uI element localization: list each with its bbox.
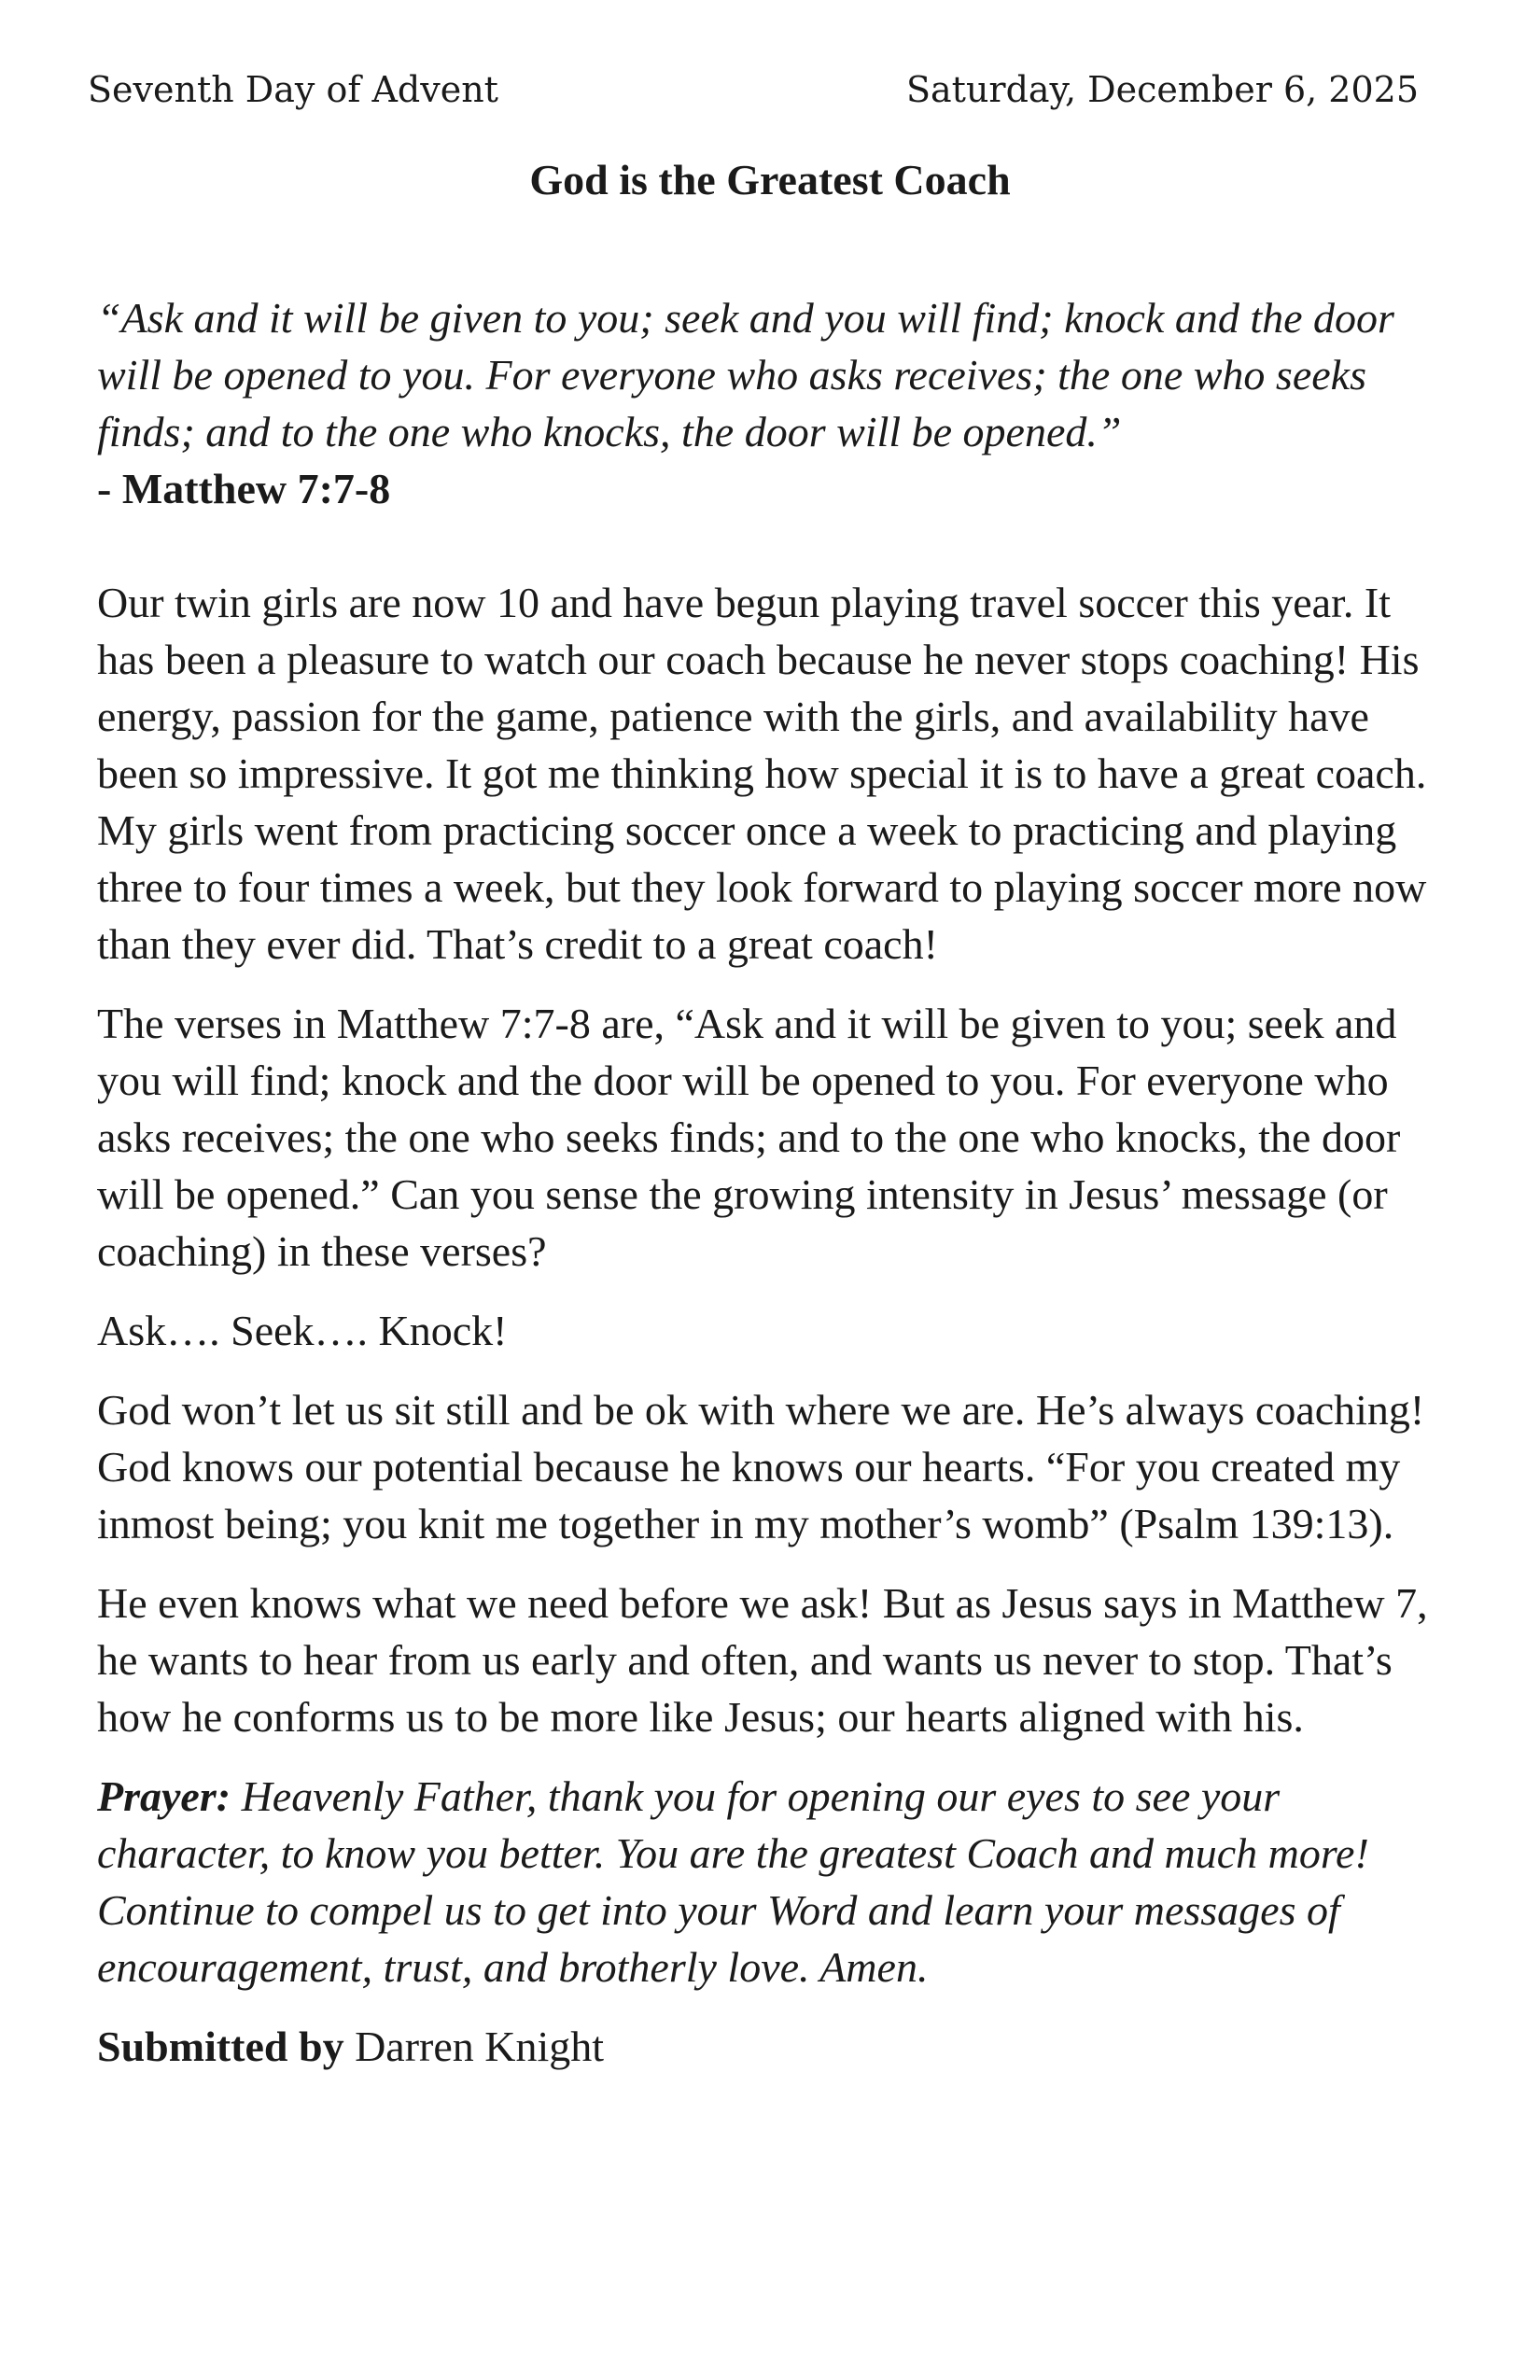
paragraph-coach: Our twin girls are now 10 and have begun playing travel soccer this year. It has been a pleasure to watch our coach because he never stops coaching! His energy, passion for the game, patience with the girls, and availability have been so impressive. It got me thinking how special it is to have a great coach. My girls went from practicing soccer once a week to practicing and playing three to four times a week, but they look forward to playing soccer more now than they ever did. That’s credit to a great coach! bbox=[97, 579, 1427, 968]
author-name: Darren Knight bbox=[343, 2023, 605, 2070]
scripture-reference: - Matthew 7:7-8 bbox=[97, 465, 391, 512]
paragraph-ask-seek-knock: Ask…. Seek…. Knock! bbox=[97, 1307, 508, 1354]
paragraph-before-we-ask: He even knows what we need before we ask! But as Jesus says in Matthew 7, he wants to hear from us early and often, and wants us never to stop. That’s how he conforms us to be more like Jesus; our hearts aligned with his. bbox=[97, 1579, 1428, 1741]
paragraph-verses: The verses in Matthew 7:7-8 are, “Ask and it will be given to you; seek and you will find; knock and the door will be opened to you. For everyone who asks receives; the one who seeks finds; and to the one who knocks, the door will be opened.” Can you sense the growing intensity in Jesus’ message (or coaching) in these verses? bbox=[97, 1000, 1401, 1275]
submitted-by bbox=[97, 2018, 1450, 2075]
prayer-label: Prayer: bbox=[97, 1772, 231, 1820]
submitted-by-label: Submitted by bbox=[97, 2023, 344, 2070]
date-label: Saturday, December 6, 2025 bbox=[905, 69, 1419, 110]
paragraph-potential: God won’t let us sit still and be ok with where we are. He’s always coaching! God knows our potential because he knows our hearts. “For you created my inmost being; you knit me together in my mother’s womb” (Psalm 139:13). bbox=[97, 1386, 1425, 1547]
devotional-body bbox=[97, 289, 1450, 2097]
advent-day-label: Seventh Day of Advent bbox=[88, 69, 498, 110]
prayer-text: Heavenly Father, thank you for opening our eyes to see your character, to know you better. You are the greatest Coach and much more! Continue to compel us to get into your Word and learn your messages of encouragement, trust, and brotherly love. Amen. bbox=[97, 1772, 1369, 1991]
page-title: God is the Greatest Coach bbox=[529, 156, 1011, 203]
prayer bbox=[97, 1768, 1450, 1995]
scripture-verse: “Ask and it will be given to you; seek and you will find; knock and the door will be opened to you. For everyone who asks receives; the one who seeks finds; and to the one who knocks, the door will be opened.” bbox=[97, 294, 1394, 455]
